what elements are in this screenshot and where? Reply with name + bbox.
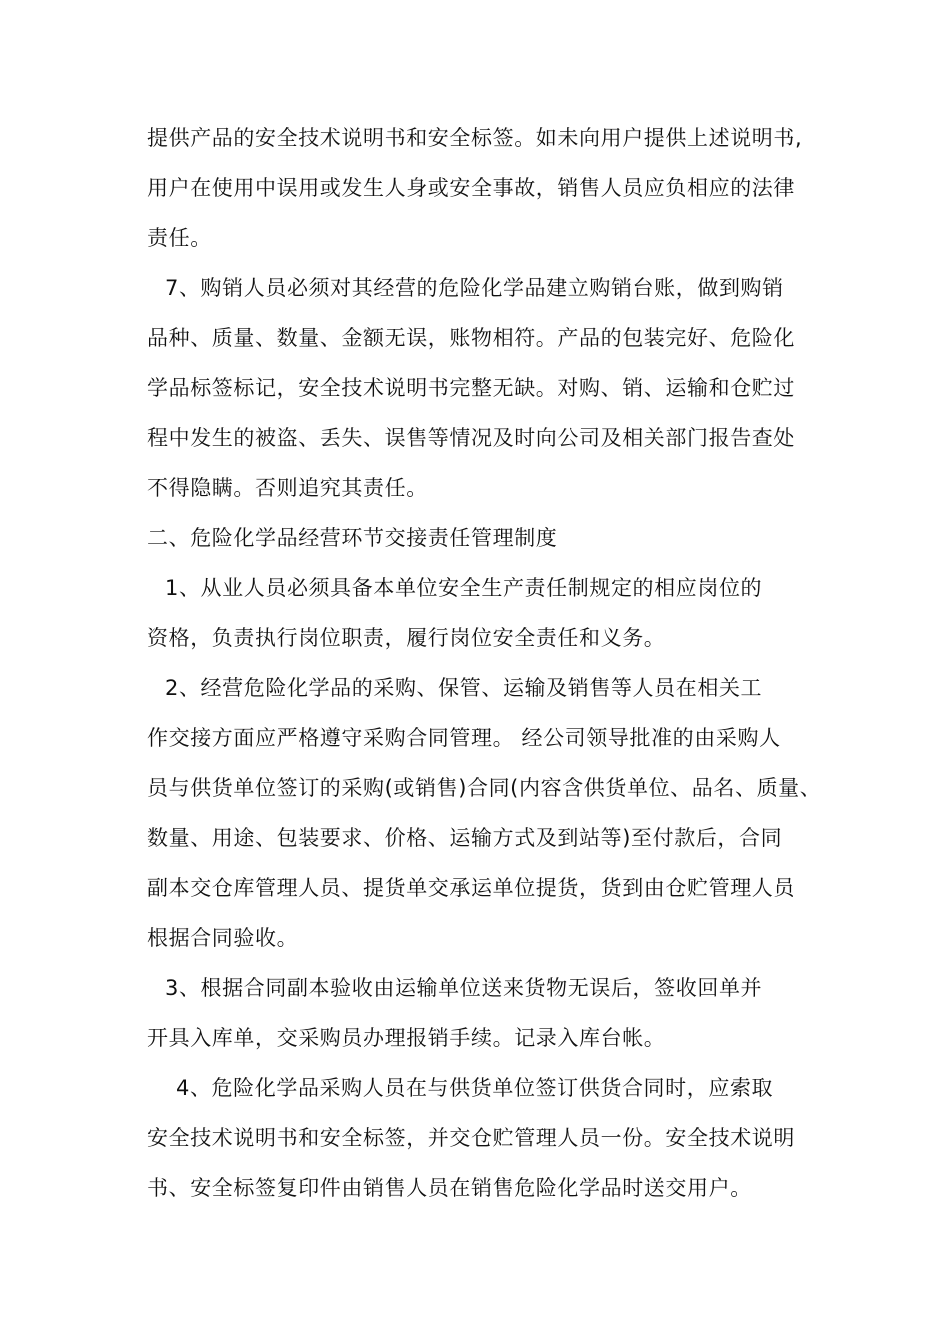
text-line: 资格，负责执行岗位职责，履行岗位安全责任和义务。	[147, 626, 666, 650]
text-line: 提供产品的安全技术说明书和安全标签。如未向用户提供上述说明书,	[147, 126, 803, 150]
text-line: 作交接方面应严格遵守采购合同管理。 经公司领导批准的由采购人	[147, 726, 781, 750]
text-line: 责任。	[147, 226, 212, 250]
text-line: 4、危险化学品采购人员在与供货单位签订供货合同时，应索取	[176, 1076, 774, 1100]
text-line: 程中发生的被盗、丢失、误售等情况及时向公司及相关部门报告查处	[147, 426, 795, 450]
text-line: 根据合同验收。	[147, 926, 299, 950]
text-line: 2、经营危险化学品的采购、保管、运输及销售等人员在相关工	[165, 676, 763, 700]
text-line: 书、安全标签复印件由销售人员在销售危险化学品时送交用户。	[147, 1176, 752, 1200]
text-line: 不得隐瞒。否则追究其责任。	[147, 476, 428, 500]
text-line: 开具入库单，交采购员办理报销手续。记录入库台帐。	[147, 1026, 666, 1050]
text-line: 副本交仓库管理人员、提货单交承运单位提货，货到由仓贮管理人员	[147, 876, 795, 900]
text-line: 品种、质量、数量、金额无误，账物相符。产品的包装完好、危险化	[147, 326, 795, 350]
text-line: 安全技术说明书和安全标签，并交仓贮管理人员一份。安全技术说明	[147, 1126, 795, 1150]
text-line: 学品标签标记，安全技术说明书完整无缺。对购、销、运输和仓贮过	[147, 376, 795, 400]
text-line: 员与供货单位签订的采购(或销售)合同(内容含供货单位、品名、质量、	[147, 776, 822, 800]
section-heading: 二、危险化学品经营环节交接责任管理制度	[147, 526, 558, 550]
text-line: 7、购销人员必须对其经营的危险化学品建立购销台账，做到购销	[165, 276, 784, 300]
text-line: 用户在使用中误用或发生人身或安全事故，销售人员应负相应的法律	[147, 176, 795, 200]
text-line: 3、根据合同副本验收由运输单位送来货物无误后，签收回单并	[165, 976, 763, 1000]
text-line: 1、从业人员必须具备本单位安全生产责任制规定的相应岗位的	[165, 576, 763, 600]
text-line: 数量、用途、包装要求、价格、运输方式及到站等)至付款后，合同	[147, 826, 783, 850]
